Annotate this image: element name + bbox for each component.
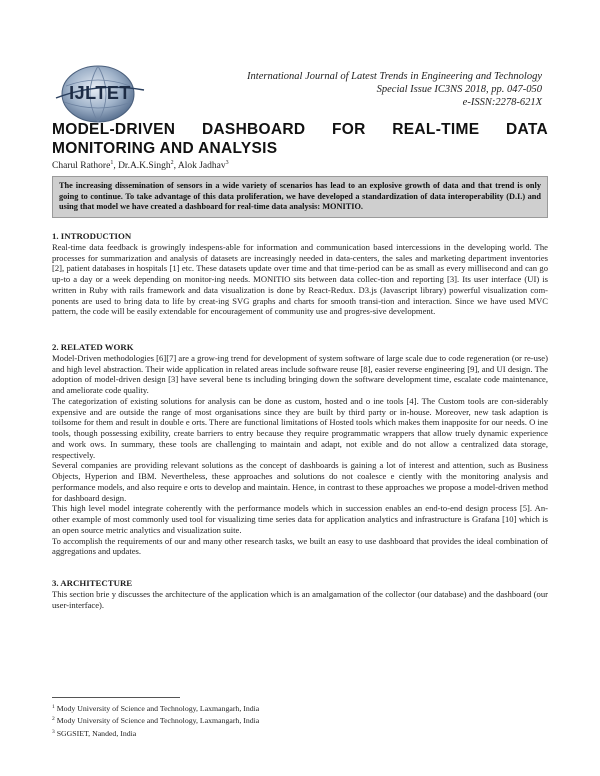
footnote	[52, 702, 259, 714]
paragraph: Several companies are providing relevant solutions as the concept of dashboards is gaining a lot of interest and attention, such as Business Objects, Hyperion and IBM. Nevertheless, these approaches and solutions do not coalesce e ciently with the monitoring analysis and performance models, and also require e orts to develop and maintain. Hence, in contrast to these approaches we propose a model-driven method for dashboard design.	[52, 460, 548, 503]
title-word: FOR	[332, 121, 366, 138]
author-mark: 2	[170, 160, 174, 166]
footnote-mark: 1	[52, 704, 55, 710]
paragraph: The categorization of existing solutions for analysis can be done as custom, hosted and o ine tools [4]. The Custom tools are con-siderably expensive and are outside the range of most organisations since they are built by third party or in-house. Moreover, new task adaption is toilsome for them and result in double e orts. There are functional limitations of Hosted tools which makes them inapposite for our needs. O ine tools, though possessing exibility, create barriers to entry because they require programmatic wrappers that allow truely dynamic experience and work ows. In summary, these tools are challenging to maintain and adapt, not exible and do not allow a centralized data storage, respectively.	[52, 395, 548, 460]
paragraph: This high level model integrate coherently with the performance models which in succession enables an end-to-end design process [5]. An-other example of most commonly used tool for visualizing time series data for application analytics and infrastructure is Grafana [10] which is an open source metric analytics and visualization suite.	[52, 503, 548, 535]
journal-issn: e-ISSN:2278-621X	[462, 97, 542, 108]
journal-logo	[52, 64, 150, 126]
author-name: Dr.A.K.Singh	[118, 161, 171, 171]
section-heading: 3. ARCHITECTURE	[52, 578, 133, 588]
section-heading: 2. RELATED WORK	[52, 342, 134, 352]
title-word: DATA	[506, 121, 548, 138]
section-introduction	[52, 231, 548, 317]
paragraph: Model-Driven methodologies [6][7] are a grow-ing trend for development of system software of large scale due to code regeneration (or re-use) and high level abstraction. Their wide application in related areas include software reuse [8], easier reverse engineering [9], and UI design. The adoption of model-driven design [3] have several bene ts including bringing down the software development time, escalate code maintenance, and ameliorate code quality.	[52, 352, 548, 395]
author-mark: 1	[110, 160, 114, 166]
journal-name: International Journal of Latest Trends in Engineering and Technology	[247, 71, 542, 82]
journal-issue: Special Issue IC3NS 2018, pp. 047-050	[376, 84, 542, 95]
author-mark: 3	[225, 160, 229, 166]
footnote-divider	[52, 697, 180, 698]
paragraph: To accomplish the requirements of our and many other research tasks, we built an easy to use dashboard that provides the ideal combination of aggregations and updates.	[52, 535, 548, 557]
footnote-mark: 3	[52, 728, 55, 735]
footnote-text: Mody University of Science and Technology, Laxmangarh, India	[56, 704, 260, 713]
section-heading: 1. INTRODUCTION	[52, 231, 132, 241]
footnote	[52, 727, 259, 739]
footnotes	[52, 702, 259, 739]
title-word: MODEL-DRIVEN	[52, 121, 176, 138]
paper-title	[52, 120, 548, 158]
footnote-text: Mody University of Science and Technology, Laxmangarh, India	[56, 716, 260, 726]
section-related-work	[52, 342, 548, 557]
author-name: Alok Jadhav	[177, 161, 226, 171]
paragraph: This section brie y discusses the architecture of the application which is an amalgamation of the collector (our database) and the dashboard (our user-interface).	[52, 588, 548, 610]
abstract-box: The increasing dissemination of sensors in a wide variety of scenarios has lead to an explosive growth of data and that trend is only going to continue. To take advantage of this data proliferation, we have developed a standardization of data interoperability (D.I.) and using that model we have created a dashboard for real-time data analysis: MONITIO.	[52, 176, 548, 218]
title-word: REAL-TIME	[392, 121, 480, 138]
title-line-1	[52, 120, 548, 139]
section-architecture	[52, 578, 548, 610]
author-name: Charul Rathore	[52, 161, 111, 171]
paragraph: Real-time data feedback is growingly indespens-able for information and communication based intercessions in the developing world. The processes for summarization and analysis of datasets are increasingly needed in data-centers, the sales and marketing department inventories [2], patient databases in hospitals [1] etc. These datasets update over time and that time-period can be as small as every millisecond and can go up-to a day or a week depending on monitor-ing needs. MONITIO sits between data collec-tion and reporting [3]. Its user interface (UI) is written in Ruby with rails framework and data visualization is done by React-Redux. D3.js (Javascript library) powerful visualization com-ponents are used to bring data to life by creat-ing SVG graphs and charts for smooth transi-tion and interaction. Since we have used MVC pattern, the code will be easily extendable for encouragement of community use and progres-sive development.	[52, 241, 548, 317]
title-line-2: MONITORING AND ANALYSIS	[52, 140, 278, 157]
author-list: Charul Rathore$^1$, Dr.A.K.Singh$^2$, Alok Jadhav$^3$	[52, 160, 229, 171]
title-word: DASHBOARD	[201, 121, 306, 138]
footnote-mark: 2	[52, 716, 55, 723]
footnote	[52, 714, 259, 726]
journal-header	[247, 70, 542, 109]
logo-wordmark: IJLTET	[69, 83, 131, 103]
footnote-text: SGGSIET, Nanded, India	[56, 728, 137, 738]
